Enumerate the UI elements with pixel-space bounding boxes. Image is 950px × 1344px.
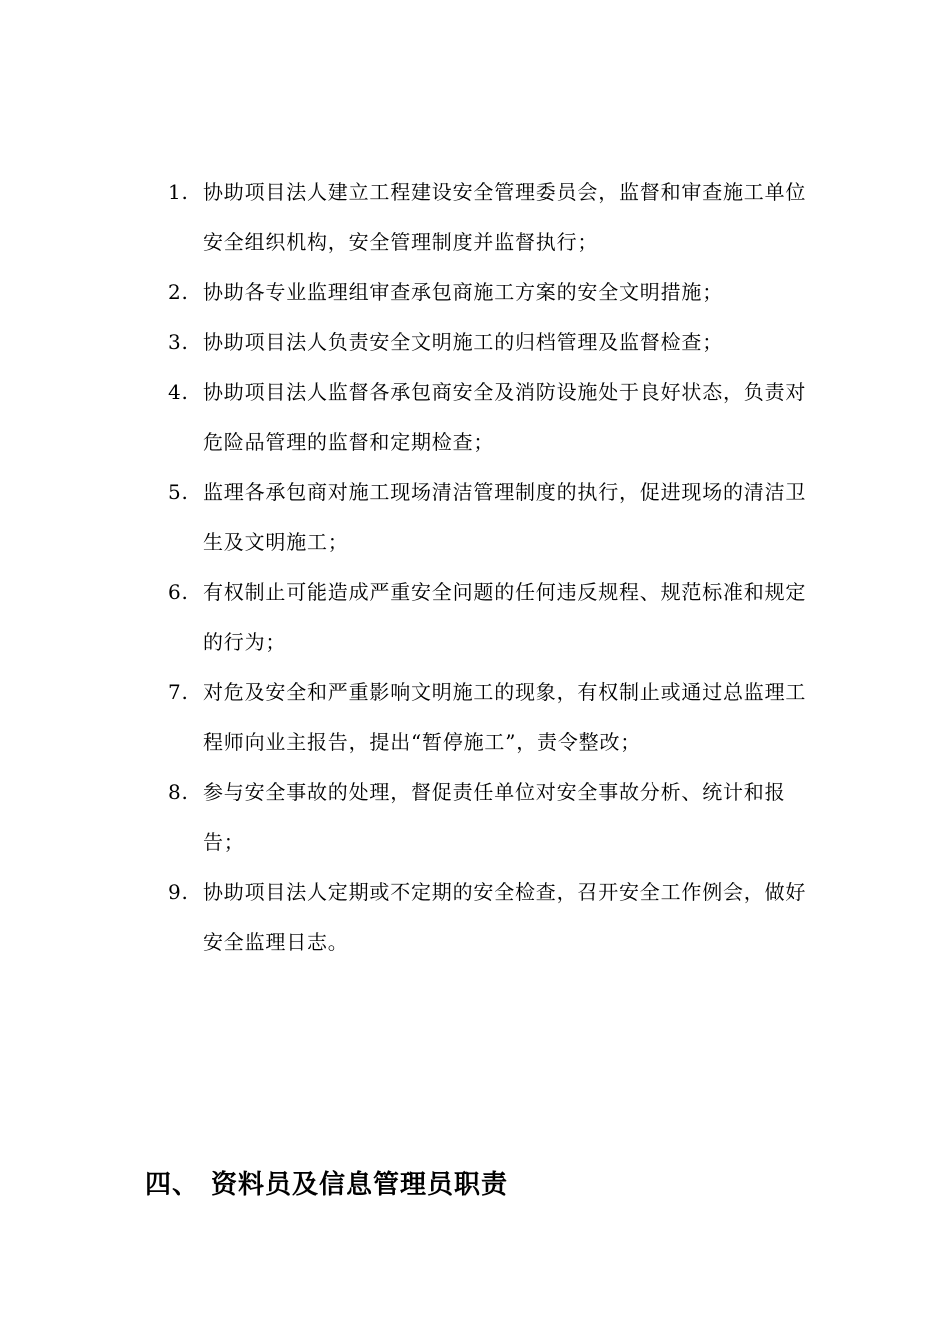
list-item [168,367,818,467]
list-item-number: 7. [168,680,189,704]
list-item-text: 协助各专业监理组审查承包商施工方案的安全文明措施； [203,280,723,304]
section-number: 四、 [145,1170,200,1200]
list-item-text: 协助项目法人建立工程建设安全管理委员会，监督和审查施工单位安全组织机构，安全管理制度并监督执行； [203,180,807,254]
list-item [168,767,818,867]
list-item [168,567,818,667]
list-item-number: 6. [168,580,189,604]
list-item [168,267,818,317]
list-item-number: 1. [168,180,189,204]
list-item-text: 协助项目法人负责安全文明施工的归档管理及监督检查； [203,330,723,354]
list-item [168,317,818,367]
list-item [168,467,818,567]
list-item-number: 4. [168,380,189,404]
list-item [168,167,818,267]
list-item-number: 5. [168,480,189,504]
list-item [168,867,818,967]
list-item [168,667,818,767]
list-item-text: 参与安全事故的处理，督促责任单位对安全事故分析、统计和报告； [203,780,786,854]
list-item-number: 2. [168,280,189,304]
list-item-text: 对危及安全和严重影响文明施工的现象，有权制止或通过总监理工程师向业主报告，提出“暂停施工”，责令整改； [203,680,807,754]
section-heading [145,1165,508,1205]
list-item-text: 监理各承包商对施工现场清洁管理制度的执行，促进现场的清洁卫生及文明施工； [203,480,807,554]
list-item-text: 协助项目法人定期或不定期的安全检查，召开安全工作例会，做好安全监理日志。 [203,880,807,954]
safety-duties-list [168,167,818,967]
list-item-text: 有权制止可能造成严重安全问题的任何违反规程、规范标准和规定的行为； [203,580,807,654]
list-item-text: 协助项目法人监督各承包商安全及消防设施处于良好状态，负责对危险品管理的监督和定期检查； [203,380,807,454]
list-item-number: 8. [168,780,189,804]
list-item-number: 3. [168,330,189,354]
section-title: 资料员及信息管理员职责 [211,1170,509,1200]
list-item-number: 9. [168,880,189,904]
